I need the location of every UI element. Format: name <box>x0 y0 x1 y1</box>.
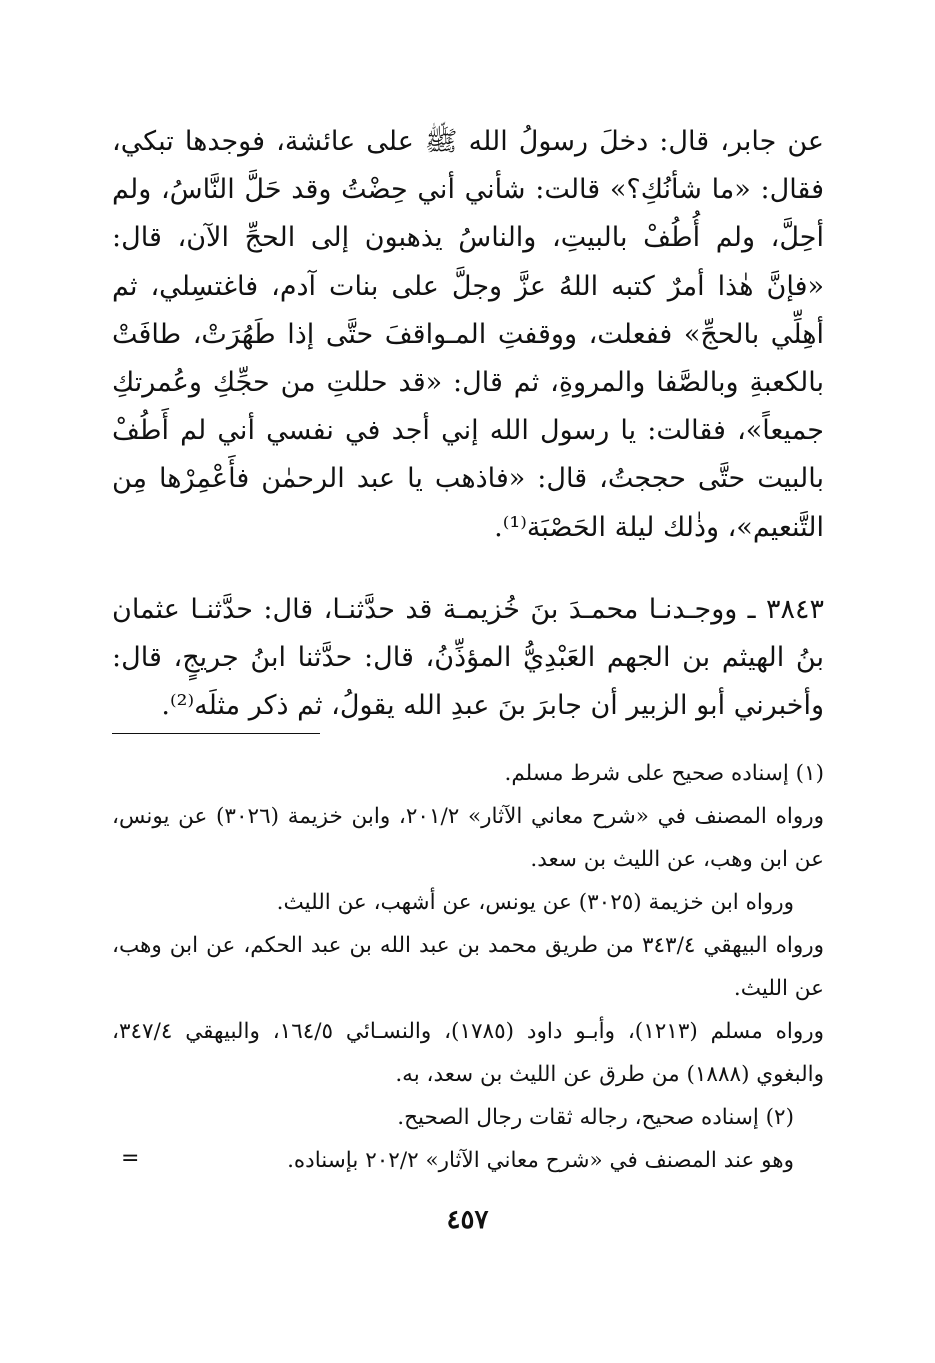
footnote-separator <box>112 733 320 734</box>
footnotes <box>112 752 824 1182</box>
footnote-1-line-4: ورواه البيهقي ٣٤٣/٤ من طريق محمد بن عبد الله بن عبد الحكم، عن ابن وهب، عن الليث. <box>112 933 824 1001</box>
footnote-2: (٢) إسناده صحيح، رجاله ثقات رجال الصحيح. <box>397 1105 794 1130</box>
continuation-mark: = <box>121 1146 140 1171</box>
main-text <box>112 118 824 730</box>
footnote-2-line-2: وهو عند المصنف في «شرح معاني الآثار» ٢٠٢/٢ بإسناده. <box>287 1148 794 1173</box>
footnote-1-line-3: ورواه ابن خزيمة (٣٠٢٥) عن يونس، عن أشهب، عن الليث. <box>276 890 794 915</box>
footnote-1-line-2: ورواه المصنف في «شرح معاني الآثار» ٢٠١/٢، وابن خزيمة (٣٠٢٦) عن يونس، عن ابن وهب، عن الليث بن سعد. <box>112 804 824 872</box>
page-number: ٤٥٧ <box>446 1205 489 1235</box>
footnote-1: (١) إسناده صحيح على شرط مسلم. <box>504 761 824 786</box>
hadith-paragraph-2: ٣٨٤٣ ـ ووجـدنـا محمـدَ بنَ خُزيمـة قد حدَّثنـا، قال: حدَّثنـا عثمان بنُ الهيثم بن الجهم العَبْدِيُّ المؤذِّنُ، قال: حدَّثنا ابنُ جريجٍ، قال: وأخبرني أبو الزبير أن جابرَ بنَ عبدِ الله يقولُ، ثم ذكر مثلَه⁽²⁾. <box>112 593 824 722</box>
hadith-paragraph-1: عن جابر، قال: دخلَ رسولُ الله ﷺ على عائشة، فوجدها تبكي، فقال: «ما شأنُكِ؟» قالت: شأني أني حِضْتُ وقد حَلَّ النَّاسُ، ولم أحِلَّ، ولم أُطُفْ بالبيتِ، والناسُ يذهبون إلى الحجِّ الآن، قال: «فإنَّ هٰذا أمرٌ كتبه اللهُ عزَّ وجلَّ على بنات آدم، فاغتسِلي، ثم أهِلِّي بالحجِّ» ففعلت، ووقفتِ المـواقفَ حتَّى إذا طَهُرَتْ، طافَتْ بالكعبةِ وبالصَّفا والمروةِ، ثم قال: «قد حللتِ من حجِّكِ وعُمرتكِ جميعاً»، فقالت: يا رسول الله إني أجد في نفسي أني لم أَطُفْ بالبيت حتَّى حججتُ، قال: «فاذهب يا عبد الرحمٰن فأَعْمِرْها مِن التَّنعيم»، وذٰلك ليلة الحَصْبَة⁽¹⁾. <box>112 126 824 543</box>
footnote-1-line-5: ورواه مسلم (١٢١٣)، وأبـو داود (١٧٨٥)، والنسـائي ١٦٤/٥، والبيهقي ٣٤٧/٤، والبغوي (١٨٨٨) من طرق عن الليث بن سعد، به. <box>112 1019 824 1087</box>
